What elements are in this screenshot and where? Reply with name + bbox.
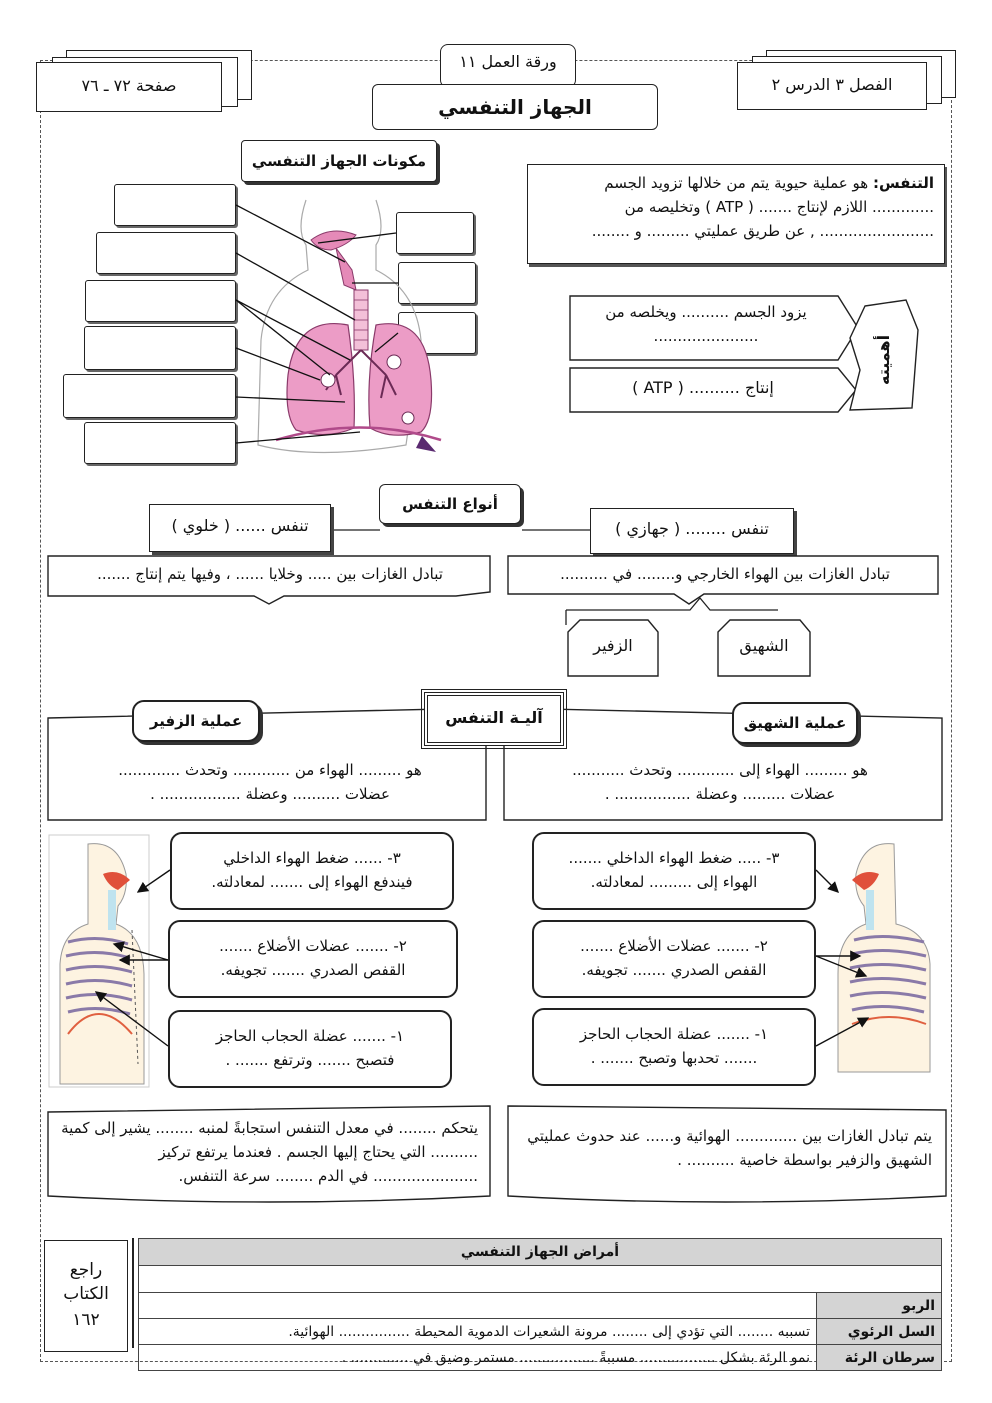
reference-box	[44, 1240, 128, 1352]
reference-line3: ١٦٢	[72, 1310, 100, 1330]
disease-desc: تسببه ........ التي تؤدي إلى ........ مرونة الشعيرات الدموية المحيطة ................ الهوائية.	[139, 1319, 817, 1345]
inhale-definition-line2: عضلات ......... وعضلة ................ .	[604, 785, 836, 803]
reference-line2: الكتاب	[63, 1284, 109, 1304]
table-row	[139, 1319, 942, 1345]
definition-term: التنفس:	[872, 174, 934, 192]
cellular-respiration-name: تنفس ...... ( خلوي )	[149, 504, 331, 552]
step-line: ٢- ....... عضلات الأضلاع .......	[580, 937, 768, 955]
gas-exchange-note: يتم تبادل الغازات بين ............. الهوائية و...... عند حدوث عمليتي الشهيق والزفير بواسطة خاصية .......... .	[527, 1127, 932, 1169]
step-line: ....... تحدبها وتصبح ....... .	[590, 1049, 758, 1067]
external-respiration-name: تنفس ........ ( جهازي )	[590, 508, 794, 554]
disease-desc: نمو الرئة بشكل ................. مسببةً ................. مستمر وضيق في ............. .	[139, 1345, 817, 1371]
exhale-definition	[60, 758, 480, 810]
disease-name: سرطان الرئة	[817, 1345, 942, 1371]
page-title: الجهاز التنفسي	[372, 84, 658, 130]
disease-name: الربو	[817, 1293, 942, 1319]
mechanism-title: آليـة التنفس	[424, 692, 564, 746]
exhale-title: عملية الزفير	[132, 700, 260, 742]
inhale-title: عملية الشهيق	[732, 702, 858, 744]
step-line: ١- ....... عضلة الحجاب الحاجز	[215, 1027, 405, 1045]
step-line: ٢- ....... عضلات الأضلاع .......	[219, 937, 407, 955]
step-line: ١- ....... عضلة الحجاب الحاجز	[579, 1025, 769, 1043]
page-range: صفحة ٧٢ ـ ٧٦	[81, 76, 177, 95]
definition-box	[527, 164, 945, 264]
diseases-table	[138, 1238, 942, 1371]
types-title: أنواع التنفس	[379, 484, 521, 524]
step-line: فتصبح ....... وترتفع ....... .	[225, 1051, 395, 1069]
cellular-respiration-desc: تبادل الغازات بين ..... وخلايا ...... ، وفيها يتم إنتاج .......	[97, 565, 443, 583]
step-line: الهواء إلى ......... لمعادلته.	[590, 873, 758, 891]
exhale-definition-line1: هو ......... الهواء من ............ وتحدث .............	[118, 761, 422, 779]
breathing-control-note: يتحكم ........ في معدل التنفس استجابةً لمنبه ........ يشير إلى كمية .......... التي يحتاج إليها الجسم . فعندما يرتفع تركيز ...................... في الدم ........ سرعة التنفس.	[61, 1119, 478, 1185]
importance-item-2: إنتاج .......... ( ATP )	[632, 378, 774, 397]
table-row	[139, 1293, 942, 1319]
step-line: فيندفع الهواء إلى ....... لمعادلته.	[211, 873, 413, 891]
step-line: ٣- ..... ضغط الهواء الداخلي .......	[568, 849, 780, 867]
inhale-definition-line1: هو ......... الهواء إلى ............ وتحدث ...........	[572, 761, 868, 779]
chapter-lesson: الفصل ٣ الدرس ٢	[771, 75, 893, 94]
definition-text: هو عملية حيوية يتم من خلالها تزويد الجسم ............. اللازم لإنتاج ....... ( ATP ) وتخليصه من ........................ , عن طريق عمليتي ......... و ........	[591, 174, 934, 240]
components-title: مكونات الجهاز التنفسي	[241, 140, 437, 182]
step-arrows	[0, 820, 992, 1100]
reference-line1: راجع	[69, 1260, 103, 1280]
table-spacer-row	[139, 1266, 942, 1293]
table-row	[139, 1345, 942, 1371]
disease-name: السل الرئوي	[817, 1319, 942, 1345]
inhale-subtype: الشهيق	[739, 636, 789, 655]
step-line: ٣- ...... ضغط الهواء الداخلي	[223, 849, 401, 867]
exhale-definition-line2: عضلات .......... وعضلة ................. .	[150, 785, 390, 803]
disease-desc	[139, 1293, 817, 1319]
diseases-table-wrap	[138, 1238, 942, 1371]
step-line: القفص الصدري ....... تجويفه.	[581, 961, 767, 979]
worksheet-number: ورقة العمل ١١	[440, 44, 576, 88]
external-respiration-desc: تبادل الغازات بين الهواء الخارجي و........ في ..........	[560, 565, 890, 583]
importance-item-1: يزود الجسم .......... ويخلصه من ......................	[605, 303, 807, 345]
inhale-definition	[510, 758, 930, 810]
exhale-subtype: الزفير	[593, 636, 633, 655]
step-line: القفص الصدري ....... تجويفه.	[220, 961, 406, 979]
importance-label: أهميته	[874, 334, 893, 386]
diseases-title: أمراض الجهاز التنفسي	[139, 1239, 942, 1266]
